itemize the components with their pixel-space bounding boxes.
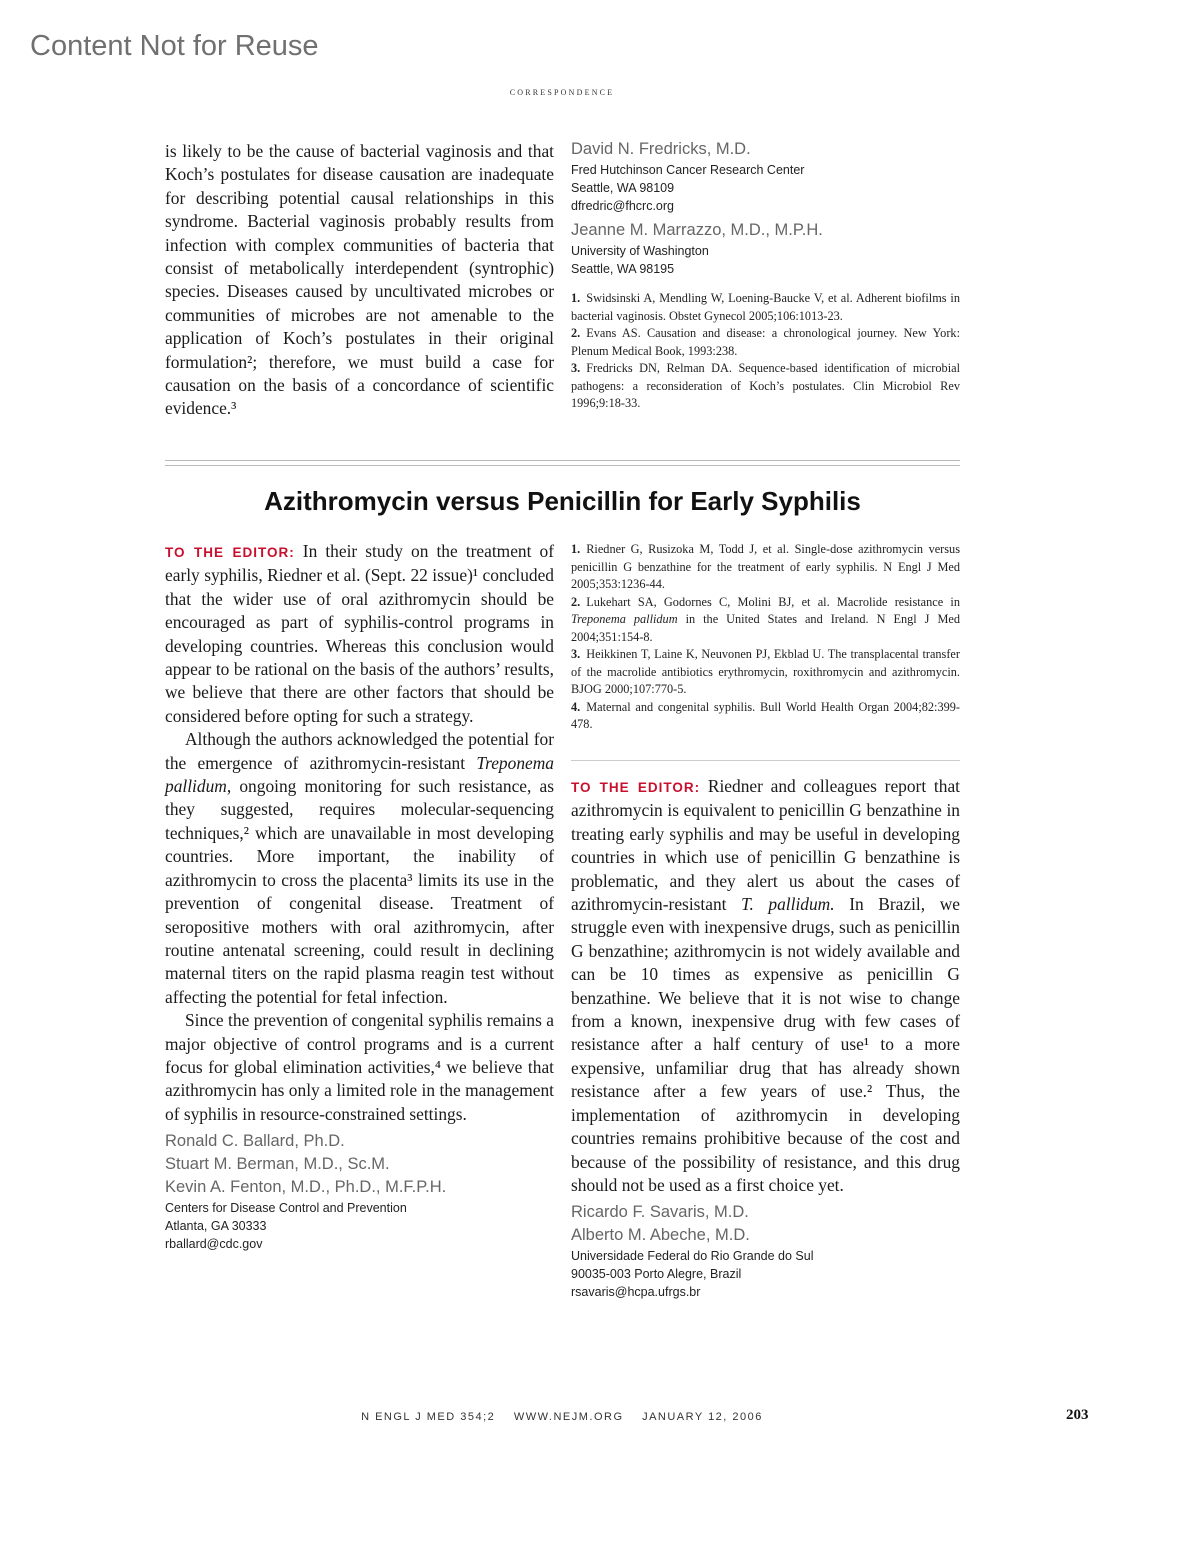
author-affiliation: Centers for Disease Control and Prevention [165,1201,407,1216]
reference-item: 1. Riedner G, Rusizoka M, Todd J, et al. Single-dose azithromycin versus penicillin G benzathine for the treatment of early syphilis. N Engl J Med 2005;353:1236-44. [571,542,960,591]
watermark: Content Not for Reuse [30,30,319,62]
letter-lead: TO THE EDITOR: [165,545,295,560]
letter-2 [571,775,960,1301]
author-name: Jeanne M. Marrazzo, M.D., M.P.H. [571,221,823,239]
prior-letter-body [165,140,554,421]
page-number: 203 [1066,1407,1089,1423]
journal-website: WWW.NEJM.ORG [513,1411,624,1423]
author-address: Atlanta, GA 30333 [165,1219,267,1234]
author-name: Ricardo F. Savaris, M.D. [571,1203,749,1222]
prior-letter-signatures [571,138,960,413]
author-name: David N. Fredricks, M.D. [571,140,751,158]
reference-item: 2. Lukehart SA, Godornes C, Molini BJ, et al. Macrolide resistance in Treponema pallidum in the United States and Ireland. N Engl J Med 2004;351:154-8. [571,594,960,644]
author-affiliation: University of Washington [571,244,709,258]
author-address: Seattle, WA 98109 [571,181,675,195]
author-address: Seattle, WA 98195 [571,262,675,276]
letter-2-paragraph: TO THE EDITOR: Riedner and colleagues report that azithromycin is equivalent to penicillin G benzathine in treating early syphilis and may be useful in developing countries in which use of penicillin G benzathine is problematic, and they alert us about the cases of azithromycin-resistant T. pallidum. In Brazil, we struggle even with inexpensive drugs, such as penicillin G benzathine; azithromycin is not widely available and can be 10 times as expensive as penicillin G benzathine. We believe that it is not wise to change from a known, inexpensive drug with few cases of resistance after a half century of use¹ to a more expensive, unfamiliar drug that has already shown resistance after a few years of use.² Thus, the implementation of azithromycin in developing countries remains prohibitive because of the cost and because of the possibility of resistance, and this drug should not be used as a first choice yet. [571,776,961,1195]
author-name: Stuart M. Berman, M.D., Sc.M. [165,1155,390,1174]
section-divider [165,460,960,466]
article-title: Azithromycin versus Penicillin for Early Syphilis [264,486,861,516]
issue-date: JANUARY 12, 2006 [642,1411,763,1423]
letter-divider [571,760,960,761]
reference-item: 3. Fredricks DN, Relman DA. Sequence-based identification of microbial pathogens: a reconsideration of Koch’s postulates. Clin Microbiol Rev 1996;9:18-33. [571,361,960,410]
letter-1 [165,540,554,1253]
letter-lead: TO THE EDITOR: [571,780,701,795]
author-name: Kevin A. Fenton, M.D., Ph.D., M.F.P.H. [165,1178,447,1197]
reference-item: 2. Evans AS. Causation and disease: a chronological journey. New York: Plenum Medical Book, 1993:238. [571,326,960,358]
journal-citation: N ENGL J MED 354;2 [361,1411,496,1423]
author-email: rballard@cdc.gov [165,1237,263,1252]
letter-1-paragraph-1: TO THE EDITOR: In their study on the treatment of early syphilis, Riedner et al. (Sept. 22 issue)¹ concluded that the wider use of oral azithromycin should be encouraged as part of syphilis-control programs in developing countries. Whereas this conclusion would appear to be rational on the basis of the authors’ results, we believe that there are other factors that should be considered before opting for such a strategy. [165,541,554,726]
letter-1-references [571,541,960,734]
reference-item: 4. Maternal and congenital syphilis. Bull World Health Organ 2004;82:399-478. [571,699,960,731]
reference-item: 3. Heikkinen T, Laine K, Neuvonen PJ, Ekblad U. The transplacental transfer of the macrolide antibiotics erythromycin, roxithromycin and azithromycin. BJOG 2000;107:770-5. [571,647,960,696]
prior-letter-text: is likely to be the cause of bacterial vaginosis and that Koch’s postulates for disease causation are inadequate for describing potential causal relationships in this syndrome. Bacterial vaginosis probably results from infection with complex communities of bacteria that consist of metabolically interdependent (syntrophic) species. Diseases caused by uncultivated microbes or communities of microbes are not amenable to the application of Koch’s postulates in their original formulation²; therefore, we must build a case for causation on the basis of a concordance of scientific evidence.³ [165,141,554,419]
section-header: correspondence [509,84,615,98]
author-email: dfredric@fhcrc.org [571,199,674,213]
author-affiliation: Fred Hutchinson Cancer Research Center [571,163,805,177]
author-name: Alberto M. Abeche, M.D. [571,1226,750,1245]
letter-1-paragraph-2: Although the authors acknowledged the potential for the emergence of azithromycin-resistant Treponema pallidum, ongoing monitoring for such resistance, as they suggested, requires molecular-sequencing techniques,² which are unavailable in most developing countries. More important, the inability of azithromycin to cross the placenta³ limits its use in the prevention of congenital disease. Treatment of seropositive mothers with oral azithromycin, after routine antenatal screening, could result in declining maternal titers on the rapid plasma reagin test without affecting the potential for fetal infection. [165,729,554,1007]
letter-1-paragraph-3: Since the prevention of congenital syphilis remains a major objective of control programs and is a current focus for global elimination activities,⁴ we believe that azithromycin has only a limited role in the management of syphilis in resource-constrained settings. [165,1010,554,1124]
page-footer [0,1411,1124,1423]
prior-letter-references [571,290,960,413]
author-name: Ronald C. Ballard, Ph.D. [165,1132,345,1151]
author-affiliation: Universidade Federal do Rio Grande do Sul [571,1249,814,1264]
author-address: 90035-003 Porto Alegre, Brazil [571,1267,742,1282]
reference-item: 1. Swidsinski A, Mendling W, Loening-Baucke V, et al. Adherent biofilms in bacterial vaginosis. Obstet Gynecol 2005;106:1013-23. [571,291,960,323]
author-email: rsavaris@hcpa.ufrgs.br [571,1285,701,1300]
